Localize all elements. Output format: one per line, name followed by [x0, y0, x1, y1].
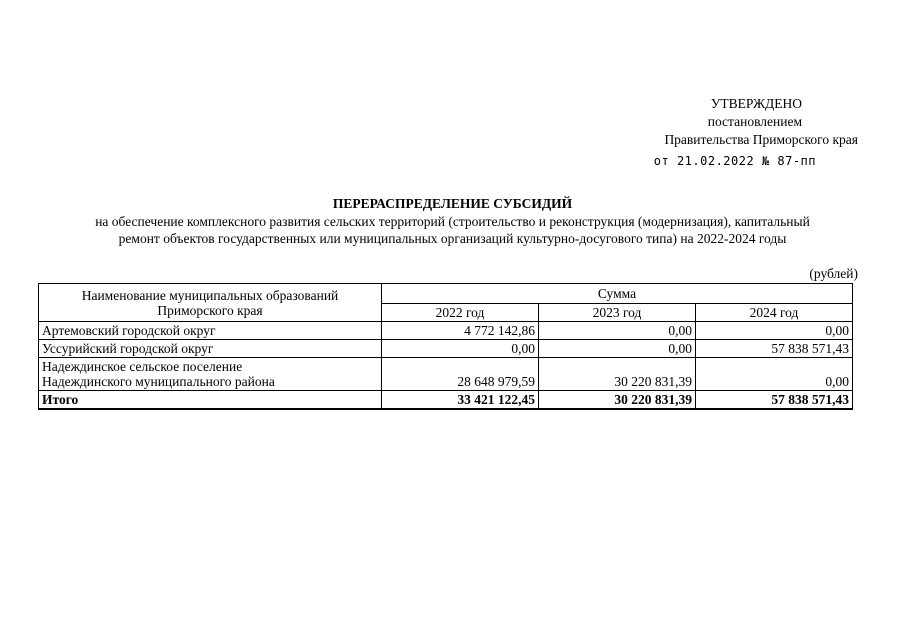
document-subtitle-line-2: ремонт объектов государственных или муниципальных организаций культурно-досугового типа) на 2022-2024 годы	[118, 231, 787, 246]
row-value-2024: 0,00	[696, 322, 853, 340]
total-value-2024: 57 838 571,43	[696, 391, 853, 410]
table-total-row	[39, 391, 853, 410]
document-title-block	[0, 195, 905, 247]
approval-line-resolution: постановлением	[707, 114, 802, 129]
table-row	[39, 340, 853, 358]
approval-heading: УТВЕРЖДЕНО	[710, 96, 802, 111]
header-year-2024: 2024 год	[696, 304, 853, 322]
total-label: Итого	[39, 391, 382, 410]
row-name-line-2: Надеждинского муниципального района	[42, 374, 275, 389]
table-header-row	[39, 284, 853, 304]
subsidy-table	[38, 283, 853, 410]
header-year-2022: 2022 год	[382, 304, 539, 322]
row-value-2023: 0,00	[539, 340, 696, 358]
total-value-2022: 33 421 122,45	[382, 391, 539, 410]
row-value-2023: 30 220 831,39	[539, 358, 696, 391]
approval-stamp	[654, 95, 858, 170]
row-name-line-1: Надеждинское сельское поселение	[42, 359, 243, 374]
row-value-2022: 28 648 979,59	[382, 358, 539, 391]
units-label: (рублей)	[809, 266, 858, 281]
row-value-2024: 57 838 571,43	[696, 340, 853, 358]
table-row	[39, 358, 853, 391]
row-value-2022: 4 772 142,86	[382, 322, 539, 340]
table-row	[39, 322, 853, 340]
header-municipality	[39, 284, 382, 322]
row-value-2022: 0,00	[382, 340, 539, 358]
header-year-2023: 2023 год	[539, 304, 696, 322]
row-name	[39, 358, 382, 391]
row-name: Уссурийский городской округ	[39, 340, 382, 358]
header-sum: Сумма	[382, 284, 853, 304]
approval-date: от 21.02.2022 № 87-пп	[653, 154, 816, 168]
approval-line-government: Правительства Приморского края	[664, 132, 858, 147]
total-value-2023: 30 220 831,39	[539, 391, 696, 410]
document-title: ПЕРЕРАСПРЕДЕЛЕНИЕ СУБСИДИЙ	[332, 196, 573, 211]
row-value-2023: 0,00	[539, 322, 696, 340]
document-subtitle-line-1: на обеспечение комплексного развития сельских территорий (строительство и реконструкция (модернизация), капитальный	[95, 214, 810, 229]
row-name: Артемовский городской округ	[39, 322, 382, 340]
row-value-2024: 0,00	[696, 358, 853, 391]
header-municipality-line-2: Приморского края	[157, 302, 263, 318]
header-municipality-line-1: Наименование муниципальных образований	[81, 287, 339, 303]
